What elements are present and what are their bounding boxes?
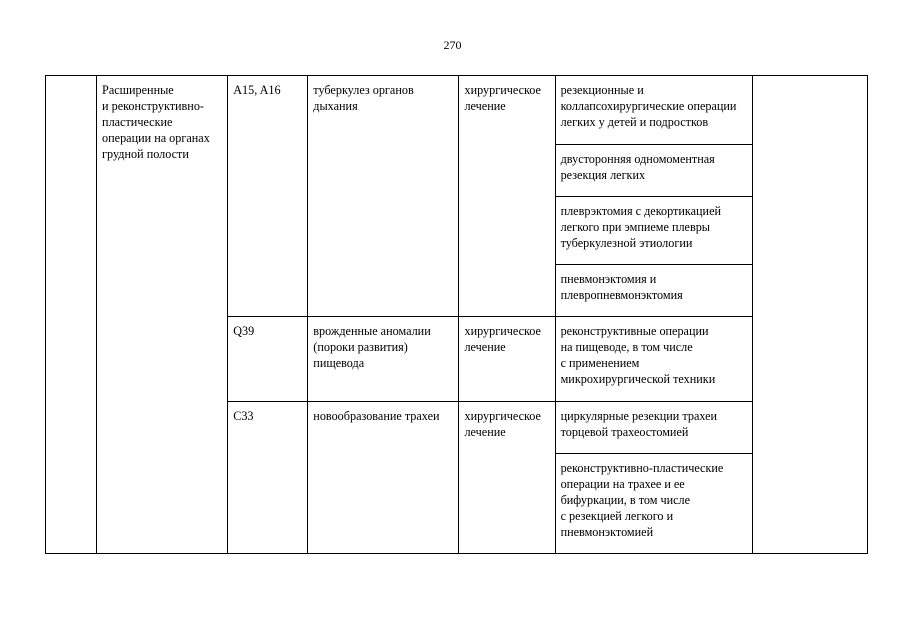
page-number: 270 (443, 38, 462, 52)
icd-code-cell: A15, A16 (228, 76, 308, 317)
table-row (46, 76, 868, 145)
treatment-method-cell: циркулярные резекции трахеи торцевой трахеостомией (555, 402, 752, 454)
treatment-method-cell: реконструктивно-пластические операции на трахее и ее бифуркации, в том числе с резекцией легкого и пневмонэктомией (555, 454, 752, 554)
row-number-cell (46, 76, 97, 554)
treatment-type-cell: хирургическое лечение (459, 402, 555, 554)
treatment-method-cell: резекционные и коллапсохирургические операции легких у детей и подростков (555, 76, 752, 145)
icd-code-cell: C33 (228, 402, 308, 554)
medical-care-table (45, 75, 868, 554)
icd-code-cell: Q39 (228, 317, 308, 402)
treatment-method-cell: реконструктивные операции на пищеводе, в том числе с применением микрохирургической техники (555, 317, 752, 402)
treatment-method-cell: пневмонэктомия и плевропневмонэктомия (555, 265, 752, 317)
treatment-method-cell: плеврэктомия с декортикацией легкого при эмпиеме плевры туберкулезной этиологии (555, 197, 752, 265)
standard-cost-cell (752, 76, 867, 554)
treatment-type-cell: хирургическое лечение (459, 76, 555, 317)
treatment-method-cell: двусторонняя одномоментная резекция легких (555, 145, 752, 197)
patient-model-cell: туберкулез органов дыхания (308, 76, 459, 317)
patient-model-cell: врожденные аномалии (пороки развития) пищевода (308, 317, 459, 402)
patient-model-cell: новообразование трахеи (308, 402, 459, 554)
care-group-name-cell: Расширенные и реконструктивно-пластические операции на органах грудной полости (97, 76, 228, 554)
treatment-type-cell: хирургическое лечение (459, 317, 555, 402)
